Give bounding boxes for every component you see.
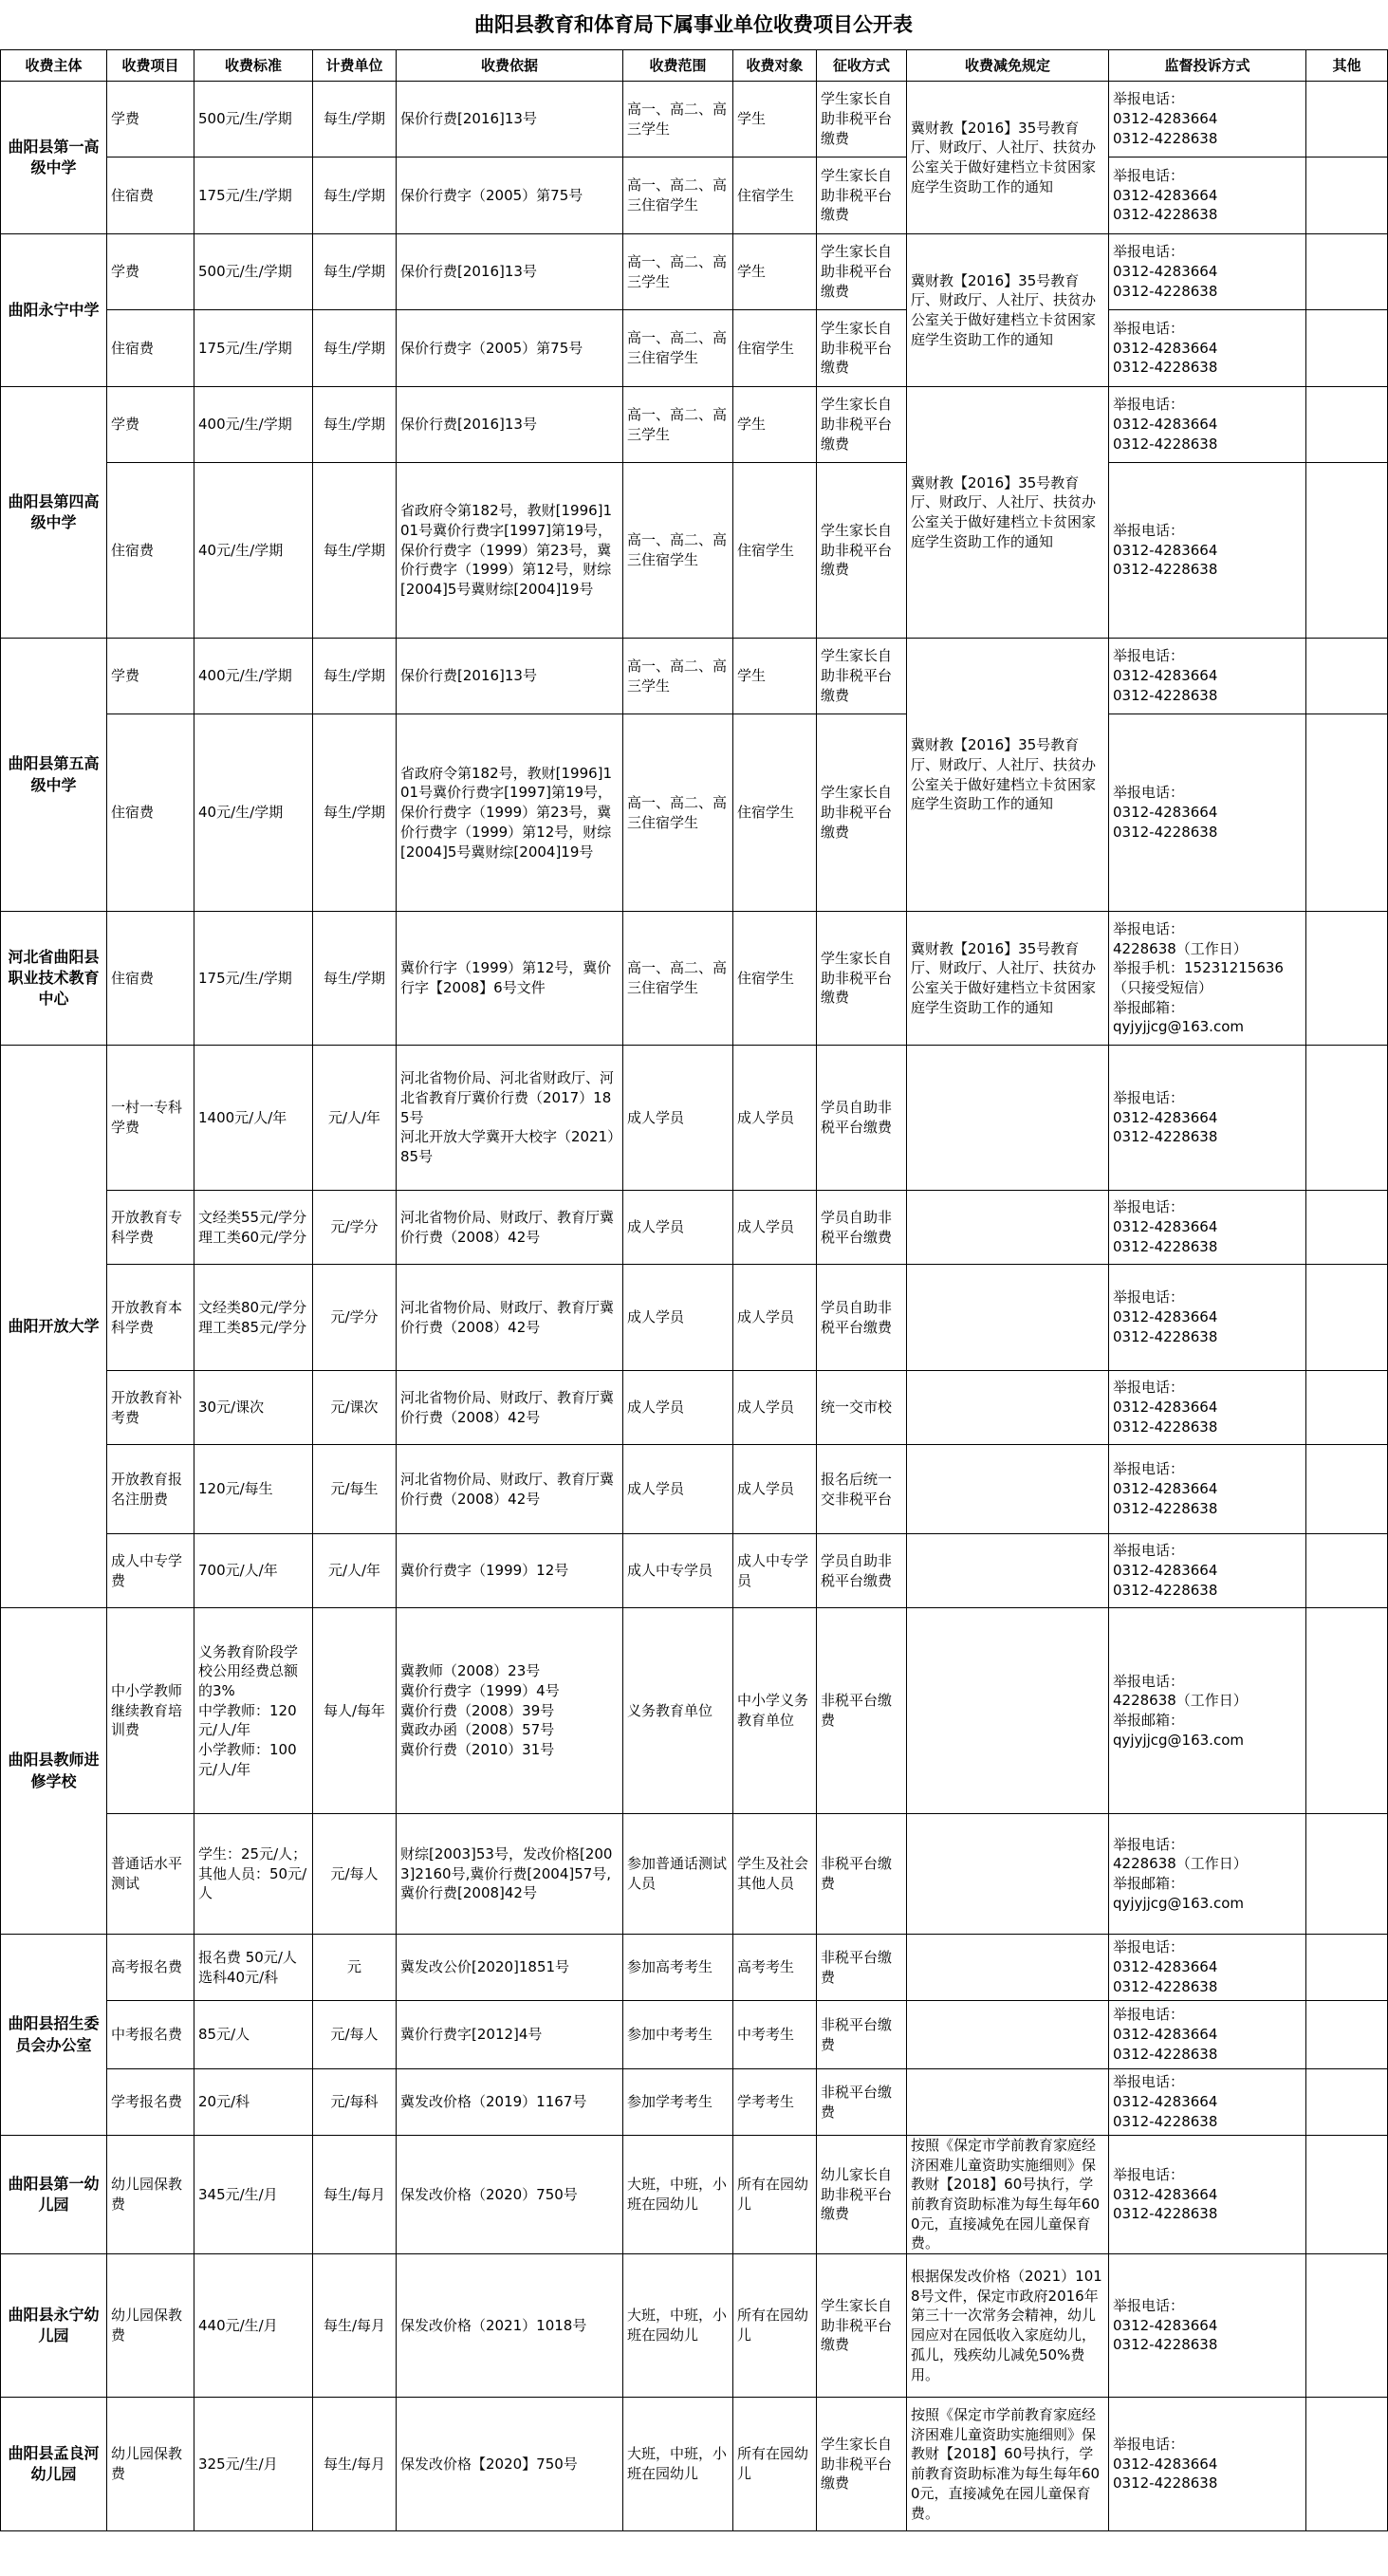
target-cell: 成人学员: [733, 1046, 817, 1191]
exemption-cell: 冀财教【2016】35号教育厅、财政厅、人社厅、扶贫办公室关于做好建档立卡贫困家庭学生资助工作的通知: [907, 912, 1109, 1046]
basis-cell: 保价行费[2016]13号: [397, 234, 623, 310]
standard-cell: 175元/生/学期: [194, 912, 313, 1046]
header-cell: 征收方式: [817, 50, 907, 82]
exemption-cell: [907, 1608, 1109, 1814]
standard-cell: 175元/生/学期: [194, 310, 313, 387]
scope-cell: 成人学员: [623, 1371, 733, 1445]
school-name-cell: 曲阳永宁中学: [1, 234, 107, 387]
header-cell: 收费减免规定: [907, 50, 1109, 82]
standard-cell: 500元/生/学期: [194, 82, 313, 158]
target-cell: 所有在园幼儿: [733, 2254, 817, 2398]
scope-cell: 高一、高二、高三住宿学生: [623, 912, 733, 1046]
complaint-cell: 举报电话： 0312-4283664 0312-4228638: [1109, 1534, 1306, 1608]
exemption-cell: 按照《保定市学前教育家庭经济困难儿童资助实施细则》保教财【2018】60号执行，学前教育资助标准为每生每年600元，直接减免在园儿童保育费。: [907, 2136, 1109, 2254]
method-cell: 学生家长自助非税平台缴费: [817, 158, 907, 234]
item-cell: 学费: [107, 234, 194, 310]
standard-cell: 学生：25元/人；其他人员：50元/人: [194, 1814, 313, 1935]
basis-cell: 保价行费[2016]13号: [397, 639, 623, 714]
school-name-cell: 河北省曲阳县职业技术教育中心: [1, 912, 107, 1046]
unit-cell: 元/每人: [313, 1814, 397, 1935]
standard-cell: 85元/人: [194, 2001, 313, 2069]
basis-cell: 河北省物价局、河北省财政厅、河北省教育厅冀价行费（2017）185号 河北开放大学冀开大校字（2021）85号: [397, 1046, 623, 1191]
other-cell: [1306, 2001, 1388, 2069]
standard-cell: 325元/生/月: [194, 2398, 313, 2531]
complaint-cell: 举报电话： 0312-4283664 0312-4228638: [1109, 639, 1306, 714]
item-cell: 学费: [107, 82, 194, 158]
complaint-cell: 举报电话： 0312-4283664 0312-4228638: [1109, 387, 1306, 463]
complaint-cell: 举报电话： 0312-4283664 0312-4228638: [1109, 714, 1306, 912]
method-cell: 报名后统一交非税平台: [817, 1445, 907, 1534]
scope-cell: 高一、高二、高三住宿学生: [623, 463, 733, 639]
item-cell: 中考报名费: [107, 2001, 194, 2069]
other-cell: [1306, 1814, 1388, 1935]
scope-cell: 成人学员: [623, 1265, 733, 1371]
item-cell: 开放教育报名注册费: [107, 1445, 194, 1534]
complaint-cell: 举报电话： 0312-4283664 0312-4228638: [1109, 2069, 1306, 2136]
complaint-cell: 举报电话： 0312-4283664 0312-4228638: [1109, 1191, 1306, 1265]
standard-cell: 500元/生/学期: [194, 234, 313, 310]
item-cell: 开放教育本科学费: [107, 1265, 194, 1371]
table-row: [1, 2001, 1388, 2069]
target-cell: 中考考生: [733, 2001, 817, 2069]
other-cell: [1306, 234, 1388, 310]
basis-cell: 河北省物价局、财政厅、教育厅冀价行费（2008）42号: [397, 1371, 623, 1445]
complaint-cell: 举报电话： 0312-4283664 0312-4228638: [1109, 2001, 1306, 2069]
header-cell: 收费标准: [194, 50, 313, 82]
scope-cell: 大班，中班，小班在园幼儿: [623, 2254, 733, 2398]
basis-cell: 省政府令第182号，教财[1996]101号冀价行费字[1997]第19号，保价行费字（1999）第23号，冀价行费字（1999）第12号，财综[2004]5号冀财综[2004]19号: [397, 463, 623, 639]
unit-cell: 元/课次: [313, 1371, 397, 1445]
complaint-cell: 举报电话： 0312-4283664 0312-4228638: [1109, 82, 1306, 158]
standard-cell: 40元/生/学期: [194, 463, 313, 639]
basis-cell: 保发改价格【2020】750号: [397, 2398, 623, 2531]
standard-cell: 400元/生/学期: [194, 639, 313, 714]
exemption-cell: [907, 2001, 1109, 2069]
exemption-cell: 按照《保定市学前教育家庭经济困难儿童资助实施细则》保教财【2018】60号执行，学前教育资助标准为每生每年600元，直接减免在园儿童保育费。: [907, 2398, 1109, 2531]
item-cell: 住宿费: [107, 463, 194, 639]
other-cell: [1306, 82, 1388, 158]
unit-cell: 元: [313, 1935, 397, 2001]
basis-cell: 保价行费[2016]13号: [397, 82, 623, 158]
header-cell: 计费单位: [313, 50, 397, 82]
target-cell: 成人学员: [733, 1265, 817, 1371]
other-cell: [1306, 639, 1388, 714]
basis-cell: 冀价行费字[2012]4号: [397, 2001, 623, 2069]
other-cell: [1306, 912, 1388, 1046]
other-cell: [1306, 1608, 1388, 1814]
standard-cell: 1400元/人/年: [194, 1046, 313, 1191]
other-cell: [1306, 158, 1388, 234]
basis-cell: 冀价行字（1999）第12号，冀价行字【2008】6号文件: [397, 912, 623, 1046]
target-cell: 学考考生: [733, 2069, 817, 2136]
target-cell: 学生: [733, 387, 817, 463]
page-title: 曲阳县教育和体育局下属事业单位收费项目公开表: [474, 13, 913, 36]
unit-cell: 元/每人: [313, 2001, 397, 2069]
scope-cell: 成人中专学员: [623, 1534, 733, 1608]
exemption-cell: 冀财教【2016】35号教育厅、财政厅、人社厅、扶贫办公室关于做好建档立卡贫困家庭学生资助工作的通知: [907, 234, 1109, 387]
item-cell: 幼儿园保教费: [107, 2254, 194, 2398]
scope-cell: 参加学考考生: [623, 2069, 733, 2136]
unit-cell: 每生/学期: [313, 387, 397, 463]
complaint-cell: 举报电话： 0312-4283664 0312-4228638: [1109, 463, 1306, 639]
other-cell: [1306, 1046, 1388, 1191]
fee-table: [0, 49, 1388, 2531]
other-cell: [1306, 2136, 1388, 2254]
scope-cell: 高一、高二、高三学生: [623, 234, 733, 310]
table-row: [1, 158, 1388, 234]
other-cell: [1306, 1935, 1388, 2001]
other-cell: [1306, 714, 1388, 912]
other-cell: [1306, 2398, 1388, 2531]
method-cell: 学生家长自助非税平台缴费: [817, 82, 907, 158]
scope-cell: 参加高考考生: [623, 1935, 733, 2001]
table-row: [1, 714, 1388, 912]
scope-cell: 高一、高二、高三住宿学生: [623, 714, 733, 912]
method-cell: 非税平台缴费: [817, 2001, 907, 2069]
scope-cell: 大班，中班，小班在园幼儿: [623, 2136, 733, 2254]
unit-cell: 每生/学期: [313, 639, 397, 714]
method-cell: 学员自助非税平台缴费: [817, 1191, 907, 1265]
item-cell: 学考报名费: [107, 2069, 194, 2136]
complaint-cell: 举报电话： 0312-4283664 0312-4228638: [1109, 1445, 1306, 1534]
unit-cell: 每生/每月: [313, 2398, 397, 2531]
standard-cell: 40元/生/学期: [194, 714, 313, 912]
exemption-cell: [907, 1534, 1109, 1608]
other-cell: [1306, 2254, 1388, 2398]
standard-cell: 175元/生/学期: [194, 158, 313, 234]
method-cell: 学生家长自助非税平台缴费: [817, 387, 907, 463]
item-cell: 学费: [107, 639, 194, 714]
target-cell: 学生: [733, 639, 817, 714]
item-cell: 学费: [107, 387, 194, 463]
unit-cell: 每生/学期: [313, 234, 397, 310]
basis-cell: 保价行费[2016]13号: [397, 387, 623, 463]
table-row: [1, 1371, 1388, 1445]
complaint-cell: 举报电话： 0312-4283664 0312-4228638: [1109, 2398, 1306, 2531]
table-row: [1, 82, 1388, 158]
target-cell: 住宿学生: [733, 714, 817, 912]
school-name-cell: 曲阳县第一高级中学: [1, 82, 107, 234]
unit-cell: 元/每科: [313, 2069, 397, 2136]
unit-cell: 每生/学期: [313, 463, 397, 639]
method-cell: 学生家长自助非税平台缴费: [817, 714, 907, 912]
standard-cell: 20元/科: [194, 2069, 313, 2136]
table-row: [1, 1935, 1388, 2001]
unit-cell: 每生/学期: [313, 158, 397, 234]
item-cell: 中小学教师继续教育培训费: [107, 1608, 194, 1814]
basis-cell: 冀发改公价[2020]1851号: [397, 1935, 623, 2001]
target-cell: 高考考生: [733, 1935, 817, 2001]
complaint-cell: 举报电话： 4228638（工作日） 举报邮箱： qyjyjjcg@163.com: [1109, 1608, 1306, 1814]
standard-cell: 700元/人/年: [194, 1534, 313, 1608]
exemption-cell: [907, 1935, 1109, 2001]
method-cell: 学生家长自助非税平台缴费: [817, 2398, 907, 2531]
scope-cell: 高一、高二、高三住宿学生: [623, 158, 733, 234]
scope-cell: 成人学员: [623, 1046, 733, 1191]
table-row: [1, 387, 1388, 463]
scope-cell: 高一、高二、高三学生: [623, 639, 733, 714]
item-cell: 一村一专科学费: [107, 1046, 194, 1191]
school-name-cell: 曲阳县教师进修学校: [1, 1608, 107, 1935]
complaint-cell: 举报电话： 0312-4283664 0312-4228638: [1109, 1046, 1306, 1191]
exemption-cell: [907, 1046, 1109, 1191]
other-cell: [1306, 1371, 1388, 1445]
table-row: [1, 2254, 1388, 2398]
scope-cell: 高一、高二、高三学生: [623, 82, 733, 158]
table-row: [1, 1814, 1388, 1935]
basis-cell: 冀发改价格（2019）1167号: [397, 2069, 623, 2136]
table-row: [1, 1265, 1388, 1371]
scope-cell: 参加普通话测试人员: [623, 1814, 733, 1935]
table-row: [1, 310, 1388, 387]
target-cell: 成人学员: [733, 1445, 817, 1534]
target-cell: 成人中专学员: [733, 1534, 817, 1608]
scope-cell: 大班，中班，小班在园幼儿: [623, 2398, 733, 2531]
header-cell: 收费项目: [107, 50, 194, 82]
other-cell: [1306, 1265, 1388, 1371]
unit-cell: 元/人/年: [313, 1534, 397, 1608]
method-cell: 学生家长自助非税平台缴费: [817, 2254, 907, 2398]
basis-cell: 保价行费字（2005）第75号: [397, 310, 623, 387]
exemption-cell: [907, 2069, 1109, 2136]
target-cell: 学生及社会其他人员: [733, 1814, 817, 1935]
method-cell: 统一交市校: [817, 1371, 907, 1445]
school-name-cell: 曲阳开放大学: [1, 1046, 107, 1608]
method-cell: 非税平台缴费: [817, 2069, 907, 2136]
target-cell: 住宿学生: [733, 912, 817, 1046]
target-cell: 住宿学生: [733, 310, 817, 387]
standard-cell: 义务教育阶段学校公用经费总额的3% 中学教师：120元/人/年 小学教师：100元/人/年: [194, 1608, 313, 1814]
target-cell: 所有在园幼儿: [733, 2136, 817, 2254]
school-name-cell: 曲阳县孟良河幼儿园: [1, 2398, 107, 2531]
item-cell: 普通话水平测试: [107, 1814, 194, 1935]
basis-cell: 财综[2003]53号，发改价格[2003]2160号,冀价行费[2004]57号,冀价行费[2008]42号: [397, 1814, 623, 1935]
target-cell: 学生: [733, 234, 817, 310]
basis-cell: 河北省物价局、财政厅、教育厅冀价行费（2008）42号: [397, 1265, 623, 1371]
basis-cell: 保发改价格（2021）1018号: [397, 2254, 623, 2398]
standard-cell: 400元/生/学期: [194, 387, 313, 463]
item-cell: 住宿费: [107, 310, 194, 387]
scope-cell: 高一、高二、高三学生: [623, 387, 733, 463]
standard-cell: 文经类55元/学分 理工类60元/学分: [194, 1191, 313, 1265]
basis-cell: 保发改价格（2020）750号: [397, 2136, 623, 2254]
standard-cell: 440元/生/月: [194, 2254, 313, 2398]
standard-cell: 345元/生/月: [194, 2136, 313, 2254]
exemption-cell: [907, 1191, 1109, 1265]
method-cell: 学生家长自助非税平台缴费: [817, 639, 907, 714]
exemption-cell: 冀财教【2016】35号教育厅、财政厅、人社厅、扶贫办公室关于做好建档立卡贫困家庭学生资助工作的通知: [907, 639, 1109, 912]
item-cell: 高考报名费: [107, 1935, 194, 2001]
complaint-cell: 举报电话： 0312-4283664 0312-4228638: [1109, 2254, 1306, 2398]
school-name-cell: 曲阳县第四高级中学: [1, 387, 107, 639]
other-cell: [1306, 310, 1388, 387]
exemption-cell: [907, 1265, 1109, 1371]
complaint-cell: 举报电话： 4228638（工作日） 举报手机：15231215636（只接受短信） 举报邮箱： qyjyjjcg@163.com: [1109, 912, 1306, 1046]
exemption-cell: [907, 1814, 1109, 1935]
target-cell: 住宿学生: [733, 158, 817, 234]
unit-cell: 元/学分: [313, 1265, 397, 1371]
header-cell: 收费主体: [1, 50, 107, 82]
unit-cell: 元/人/年: [313, 1046, 397, 1191]
standard-cell: 120元/每生: [194, 1445, 313, 1534]
method-cell: 非税平台缴费: [817, 1814, 907, 1935]
table-row: [1, 912, 1388, 1046]
table-row: [1, 2398, 1388, 2531]
item-cell: 住宿费: [107, 912, 194, 1046]
method-cell: 学员自助非税平台缴费: [817, 1534, 907, 1608]
exemption-cell: [907, 1445, 1109, 1534]
target-cell: 成人学员: [733, 1191, 817, 1265]
standard-cell: 30元/课次: [194, 1371, 313, 1445]
school-name-cell: 曲阳县第五高级中学: [1, 639, 107, 912]
method-cell: 学生家长自助非税平台缴费: [817, 463, 907, 639]
target-cell: 住宿学生: [733, 463, 817, 639]
table-row: [1, 463, 1388, 639]
unit-cell: 元/每生: [313, 1445, 397, 1534]
unit-cell: 每生/学期: [313, 310, 397, 387]
complaint-cell: 举报电话： 0312-4283664 0312-4228638: [1109, 1371, 1306, 1445]
other-cell: [1306, 1534, 1388, 1608]
other-cell: [1306, 463, 1388, 639]
header-cell: 收费对象: [733, 50, 817, 82]
item-cell: 幼儿园保教费: [107, 2136, 194, 2254]
method-cell: 学生家长自助非税平台缴费: [817, 912, 907, 1046]
header-cell: 收费范围: [623, 50, 733, 82]
complaint-cell: 举报电话： 0312-4283664 0312-4228638: [1109, 1935, 1306, 2001]
other-cell: [1306, 387, 1388, 463]
basis-cell: 河北省物价局、财政厅、教育厅冀价行费（2008）42号: [397, 1445, 623, 1534]
method-cell: 非税平台缴费: [817, 1608, 907, 1814]
exemption-cell: [907, 1371, 1109, 1445]
complaint-cell: 举报电话： 4228638（工作日） 举报邮箱： qyjyjjcg@163.com: [1109, 1814, 1306, 1935]
basis-cell: 河北省物价局、财政厅、教育厅冀价行费（2008）42号: [397, 1191, 623, 1265]
school-name-cell: 曲阳县永宁幼儿园: [1, 2254, 107, 2398]
standard-cell: 报名费 50元/人 选科40元/科: [194, 1935, 313, 2001]
school-name-cell: 曲阳县招生委员会办公室: [1, 1935, 107, 2136]
item-cell: 开放教育专科学费: [107, 1191, 194, 1265]
header-row: [1, 50, 1388, 82]
header-cell: 收费依据: [397, 50, 623, 82]
exemption-cell: 冀财教【2016】35号教育厅、财政厅、人社厅、扶贫办公室关于做好建档立卡贫困家庭学生资助工作的通知: [907, 387, 1109, 639]
exemption-cell: 冀财教【2016】35号教育厅、财政厅、人社厅、扶贫办公室关于做好建档立卡贫困家庭学生资助工作的通知: [907, 82, 1109, 234]
scope-cell: 高一、高二、高三住宿学生: [623, 310, 733, 387]
complaint-cell: 举报电话： 0312-4283664 0312-4228638: [1109, 234, 1306, 310]
standard-cell: 文经类80元/学分 理工类85元/学分: [194, 1265, 313, 1371]
scope-cell: 参加中考考生: [623, 2001, 733, 2069]
item-cell: 住宿费: [107, 714, 194, 912]
basis-cell: 省政府令第182号，教财[1996]101号冀价行费字[1997]第19号，保价行费字（1999）第23号，冀价行费字（1999）第12号，财综[2004]5号冀财综[2004]19号: [397, 714, 623, 912]
table-row: [1, 1191, 1388, 1265]
target-cell: 中小学义务教育单位: [733, 1608, 817, 1814]
table-row: [1, 1046, 1388, 1191]
complaint-cell: 举报电话： 0312-4283664 0312-4228638: [1109, 158, 1306, 234]
unit-cell: 每生/学期: [313, 714, 397, 912]
unit-cell: 每生/每月: [313, 2254, 397, 2398]
basis-cell: 保价行费字（2005）第75号: [397, 158, 623, 234]
other-cell: [1306, 1445, 1388, 1534]
exemption-cell: 根据保发改价格（2021）1018号文件，保定市政府2016年第三十一次常务会精神，幼儿园应对在园低收入家庭幼儿，孤儿，残疾幼儿减免50%费用。: [907, 2254, 1109, 2398]
unit-cell: 每人/每年: [313, 1608, 397, 1814]
table-row: [1, 1608, 1388, 1814]
method-cell: 幼儿家长自助非税平台缴费: [817, 2136, 907, 2254]
item-cell: 幼儿园保教费: [107, 2398, 194, 2531]
table-row: [1, 1445, 1388, 1534]
method-cell: 学员自助非税平台缴费: [817, 1265, 907, 1371]
item-cell: 成人中专学费: [107, 1534, 194, 1608]
table-row: [1, 639, 1388, 714]
unit-cell: 元/学分: [313, 1191, 397, 1265]
method-cell: 非税平台缴费: [817, 1935, 907, 2001]
scope-cell: 成人学员: [623, 1445, 733, 1534]
table-row: [1, 1534, 1388, 1608]
scope-cell: 成人学员: [623, 1191, 733, 1265]
table-row: [1, 2069, 1388, 2136]
unit-cell: 每生/学期: [313, 912, 397, 1046]
method-cell: 学生家长自助非税平台缴费: [817, 234, 907, 310]
item-cell: 开放教育补考费: [107, 1371, 194, 1445]
unit-cell: 每生/每月: [313, 2136, 397, 2254]
basis-cell: 冀教师（2008）23号 冀价行费字（1999）4号 冀价行费（2008）39号 冀政办函（2008）57号 冀价行费（2010）31号: [397, 1608, 623, 1814]
other-cell: [1306, 1191, 1388, 1265]
method-cell: 学生家长自助非税平台缴费: [817, 310, 907, 387]
scope-cell: 义务教育单位: [623, 1608, 733, 1814]
method-cell: 学员自助非税平台缴费: [817, 1046, 907, 1191]
complaint-cell: 举报电话： 0312-4283664 0312-4228638: [1109, 2136, 1306, 2254]
target-cell: 成人学员: [733, 1371, 817, 1445]
school-name-cell: 曲阳县第一幼儿园: [1, 2136, 107, 2254]
table-row: [1, 234, 1388, 310]
other-cell: [1306, 2069, 1388, 2136]
target-cell: 学生: [733, 82, 817, 158]
header-cell: 监督投诉方式: [1109, 50, 1306, 82]
complaint-cell: 举报电话： 0312-4283664 0312-4228638: [1109, 1265, 1306, 1371]
item-cell: 住宿费: [107, 158, 194, 234]
unit-cell: 每生/学期: [313, 82, 397, 158]
target-cell: 所有在园幼儿: [733, 2398, 817, 2531]
complaint-cell: 举报电话： 0312-4283664 0312-4228638: [1109, 310, 1306, 387]
table-row: [1, 2136, 1388, 2254]
basis-cell: 冀价行费字（1999）12号: [397, 1534, 623, 1608]
header-cell: 其他: [1306, 50, 1388, 82]
